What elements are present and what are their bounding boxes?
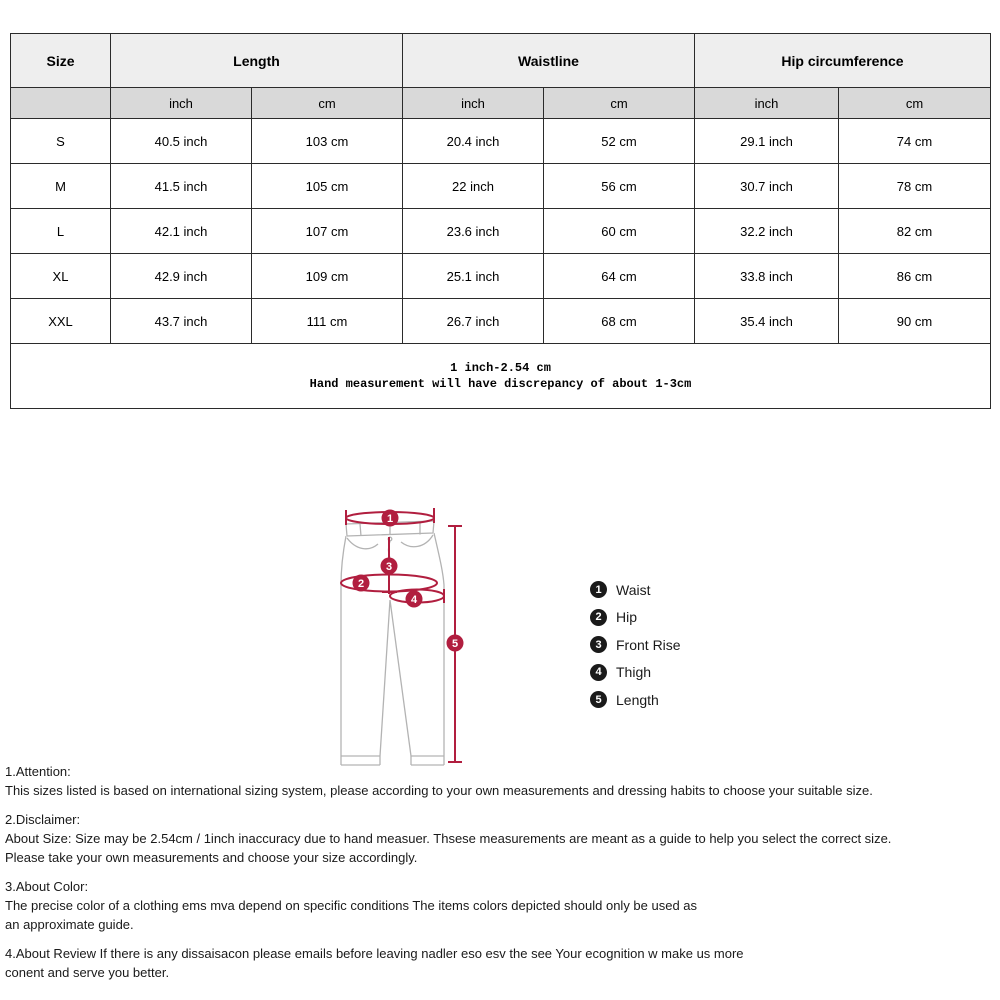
disclaimer-text-2: Please take your own measurements and choose your size accordingly. (5, 850, 418, 865)
value-cell: 33.8 inch (695, 254, 839, 299)
value-cell: 22 inch (403, 164, 544, 209)
measurement-legend (590, 581, 681, 719)
legend-bullet-4-icon: 4 (590, 664, 607, 681)
legend-label: Thigh (616, 664, 652, 680)
about-color-heading: 3.About Color: (5, 879, 89, 894)
about-review-section (5, 944, 997, 982)
value-cell: 20.4 inch (403, 119, 544, 164)
value-cell: 105 cm (252, 164, 403, 209)
pants-outline (341, 521, 444, 765)
callout-thigh-number: 4 (410, 594, 418, 606)
value-cell: 25.1 inch (403, 254, 544, 299)
size-cell: XL (11, 254, 111, 299)
attention-section (5, 762, 997, 800)
value-cell: 68 cm (544, 299, 695, 344)
attention-text: This sizes listed is based on international sizing system, please according to your own measurements and dressing habits to choose your suitable size. (5, 783, 873, 798)
callout-front-rise-number: 3 (385, 561, 393, 573)
about-color-text-2: an approximate guide. (5, 917, 134, 932)
unit-cell: inch (695, 88, 839, 119)
value-cell: 86 cm (839, 254, 991, 299)
unit-cell: cm (839, 88, 991, 119)
value-cell: 35.4 inch (695, 299, 839, 344)
unit-cell: cm (544, 88, 695, 119)
unit-cell: inch (111, 88, 252, 119)
legend-bullet-3-icon: 3 (590, 636, 607, 653)
callout-bullets (353, 510, 464, 652)
callout-hip-number: 2 (357, 578, 365, 590)
legend-bullet-1-icon: 1 (590, 581, 607, 598)
about-color-text-1: The precise color of a clothing ems mva depend on specific conditions The items colors depicted should only be used as (5, 898, 698, 913)
legend-label: Waist (616, 581, 651, 598)
value-cell: 109 cm (252, 254, 403, 299)
size-chart-table (10, 33, 991, 409)
value-cell: 32.2 inch (695, 209, 839, 254)
value-cell: 40.5 inch (111, 119, 252, 164)
value-cell: 42.9 inch (111, 254, 252, 299)
legend-item-front-rise (590, 636, 681, 653)
callout-waist-number: 1 (386, 513, 394, 525)
unit-cell (11, 88, 111, 119)
conversion-note: 1 inch-2.54 cm (450, 361, 551, 375)
table-row-xl (11, 254, 991, 299)
value-cell: 43.7 inch (111, 299, 252, 344)
callout-length-number: 5 (451, 638, 459, 650)
table-row-xxl (11, 299, 991, 344)
legend-bullet-2-icon: 2 (590, 609, 607, 626)
table-row-l (11, 209, 991, 254)
table-row-s (11, 119, 991, 164)
disclaimer-text-1: About Size: Size may be 2.54cm / 1inch inaccuracy due to hand measuer. Thsese measurements are meant as a guide to help you select the correct size. (5, 831, 892, 846)
disclaimer-heading: 2.Disclaimer: (5, 812, 81, 827)
legend-label: Front Rise (616, 636, 681, 653)
table-row-m (11, 164, 991, 209)
size-cell: S (11, 119, 111, 164)
value-cell: 111 cm (252, 299, 403, 344)
value-cell: 107 cm (252, 209, 403, 254)
unit-header-row (11, 88, 991, 119)
disclaimer-section (5, 810, 997, 867)
header-hip: Hip circumference (695, 34, 991, 88)
header-length: Length (111, 34, 403, 88)
legend-item-hip (590, 609, 681, 626)
table-header-row (11, 34, 991, 88)
unit-cell: cm (252, 88, 403, 119)
size-cell: XXL (11, 299, 111, 344)
pants-measurement-diagram (330, 495, 480, 785)
measurement-discrepancy-note: Hand measurement will have discrepancy of about 1-3cm (309, 377, 692, 391)
value-cell: 41.5 inch (111, 164, 252, 209)
value-cell: 78 cm (839, 164, 991, 209)
table-note-row (11, 344, 991, 409)
size-cell: M (11, 164, 111, 209)
notes-section (5, 762, 997, 992)
value-cell: 30.7 inch (695, 164, 839, 209)
size-cell: L (11, 209, 111, 254)
unit-cell: inch (403, 88, 544, 119)
about-review-text-2: conent and serve you better. (5, 965, 170, 980)
value-cell: 64 cm (544, 254, 695, 299)
value-cell: 82 cm (839, 209, 991, 254)
value-cell: 42.1 inch (111, 209, 252, 254)
header-size: Size (11, 34, 111, 88)
legend-item-thigh (590, 664, 681, 681)
about-color-section (5, 877, 997, 934)
value-cell: 60 cm (544, 209, 695, 254)
legend-item-length (590, 691, 681, 708)
value-cell: 52 cm (544, 119, 695, 164)
legend-label: Hip (616, 609, 638, 625)
legend-bullet-5-icon: 5 (590, 691, 607, 708)
value-cell: 103 cm (252, 119, 403, 164)
value-cell: 26.7 inch (403, 299, 544, 344)
about-review-text-1: 4.About Review If there is any dissaisacon please emails before leaving nadler eso esv the see Your ecognition w make us more (5, 946, 744, 961)
attention-heading: 1.Attention: (5, 764, 71, 779)
value-cell: 74 cm (839, 119, 991, 164)
value-cell: 90 cm (839, 299, 991, 344)
legend-label: Length (616, 691, 659, 708)
value-cell: 29.1 inch (695, 119, 839, 164)
legend-item-waist (590, 581, 681, 598)
header-waistline: Waistline (403, 34, 695, 88)
value-cell: 56 cm (544, 164, 695, 209)
value-cell: 23.6 inch (403, 209, 544, 254)
